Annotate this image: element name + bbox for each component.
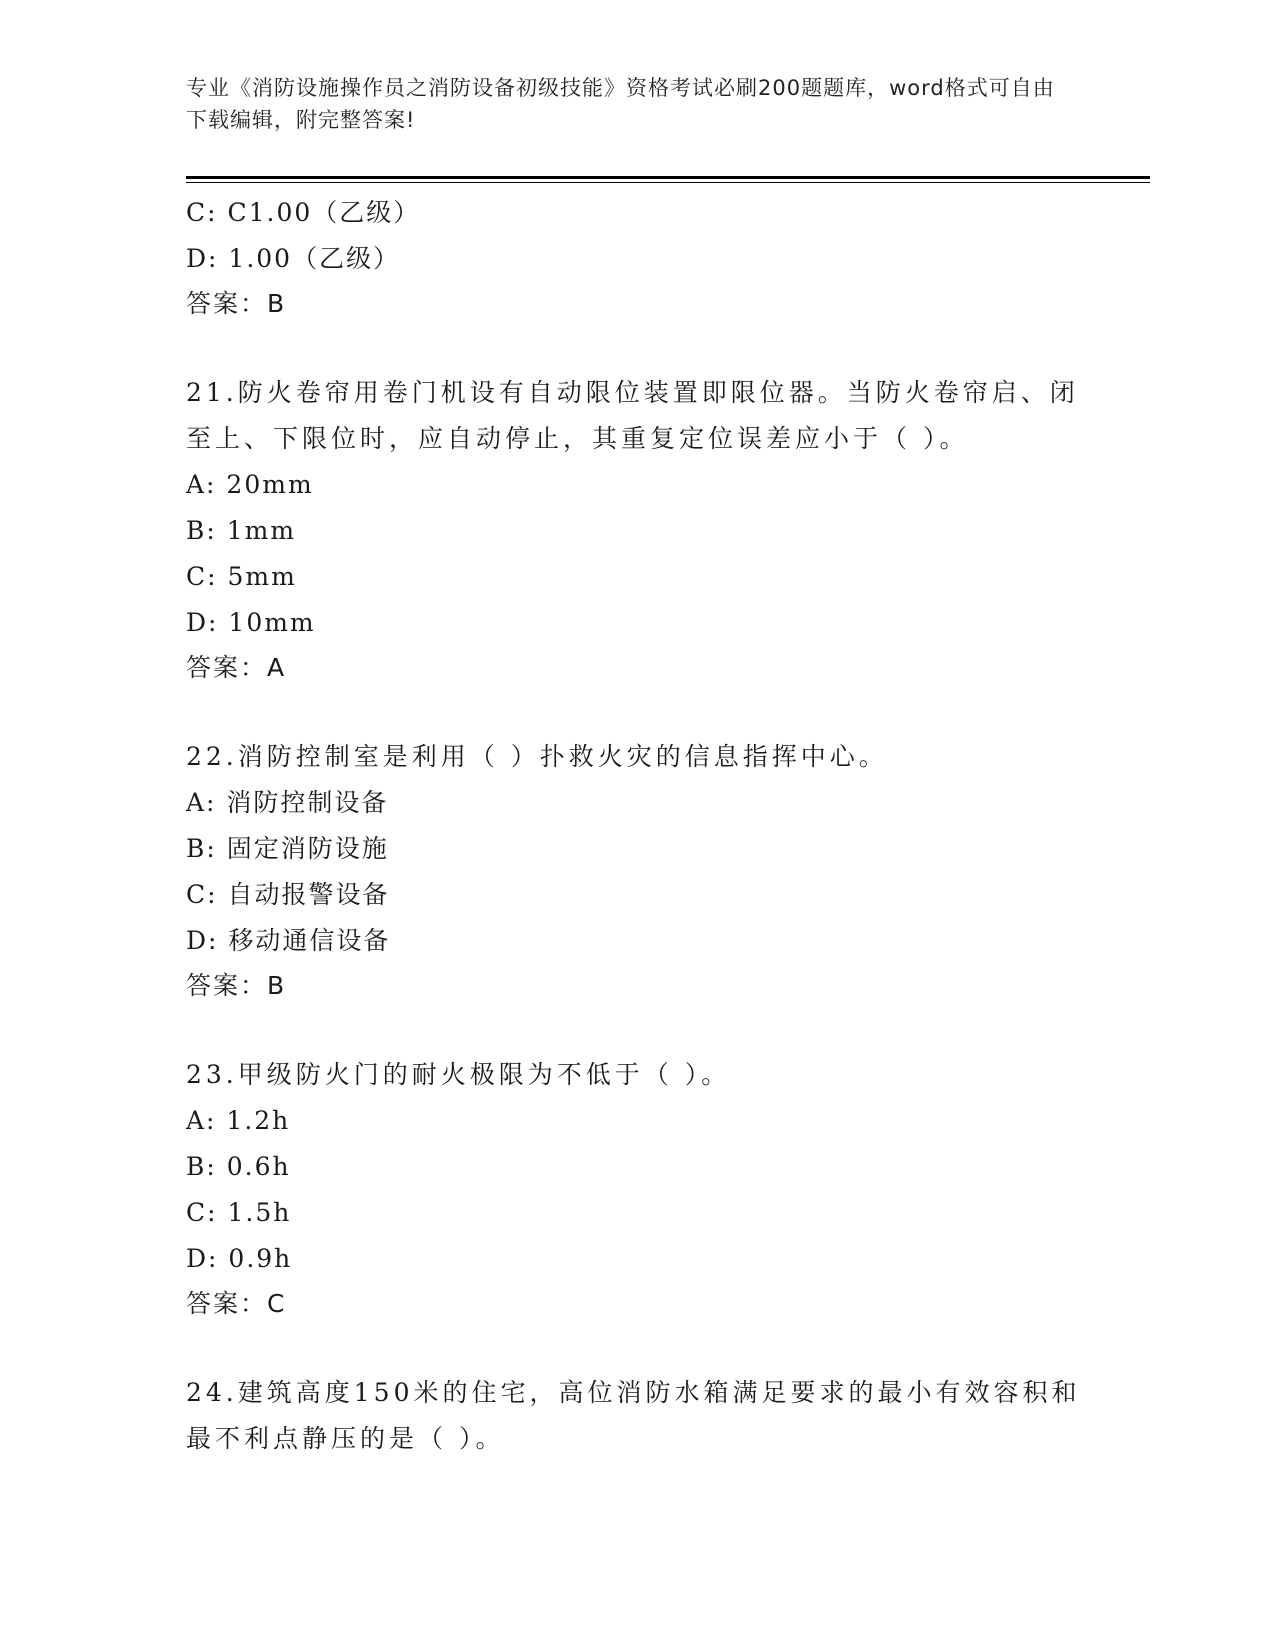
answer: 答案：C [186,1289,287,1318]
question-stem: 23.甲级防火门的耐火极限为不低于（ ）。 [186,1060,731,1089]
option-c: C: 5mm [186,562,297,591]
question-21 [186,370,1086,690]
question-24 [186,1370,1086,1462]
option-c: C: 自动报警设备 [186,880,390,909]
option-d: D: 10mm [186,608,316,637]
answer: 答案：B [186,289,287,318]
option-a: A: 消防控制设备 [186,788,389,817]
question-stem: 22.消防控制室是利用（ ）扑救火灾的信息指挥中心。 [186,742,888,771]
option-c: C: 1.5h [186,1198,292,1227]
option-b: B: 固定消防设施 [186,834,389,863]
header-rule-thin [186,182,1150,183]
answer: 答案：A [186,653,287,682]
option-d: D: 1.00（乙级） [186,244,401,273]
option-b: B: 1mm [186,516,297,545]
question-list [186,190,1086,1462]
option-d: D: 移动通信设备 [186,926,391,955]
option-b: B: 0.6h [186,1152,291,1181]
option-a: A: 20mm [186,470,314,499]
header-rule-thick [186,176,1150,179]
answer: 答案：B [186,971,287,1000]
question-stem: 21.防火卷帘用卷门机设有自动限位装置即限位器。当防火卷帘启、闭至上、下限位时，应自动停止，其重复定位误差应小于（ ）。 [186,378,1079,453]
document-header [186,72,1066,136]
option-d: D: 0.9h [186,1244,293,1273]
header-text: 专业《消防设施操作员之消防设备初级技能》资格考试必刷200题题库，word格式可自由下载编辑，附完整答案! [186,76,1055,132]
question-stem: 24.建筑高度150米的住宅，高位消防水箱满足要求的最小有效容积和最不利点静压的是（ ）。 [186,1378,1081,1453]
question-22 [186,734,1086,1008]
option-a: A: 1.2h [186,1106,291,1135]
partial-question [186,190,1086,326]
option-c: C: C1.00（乙级） [186,198,421,227]
question-23 [186,1052,1086,1326]
